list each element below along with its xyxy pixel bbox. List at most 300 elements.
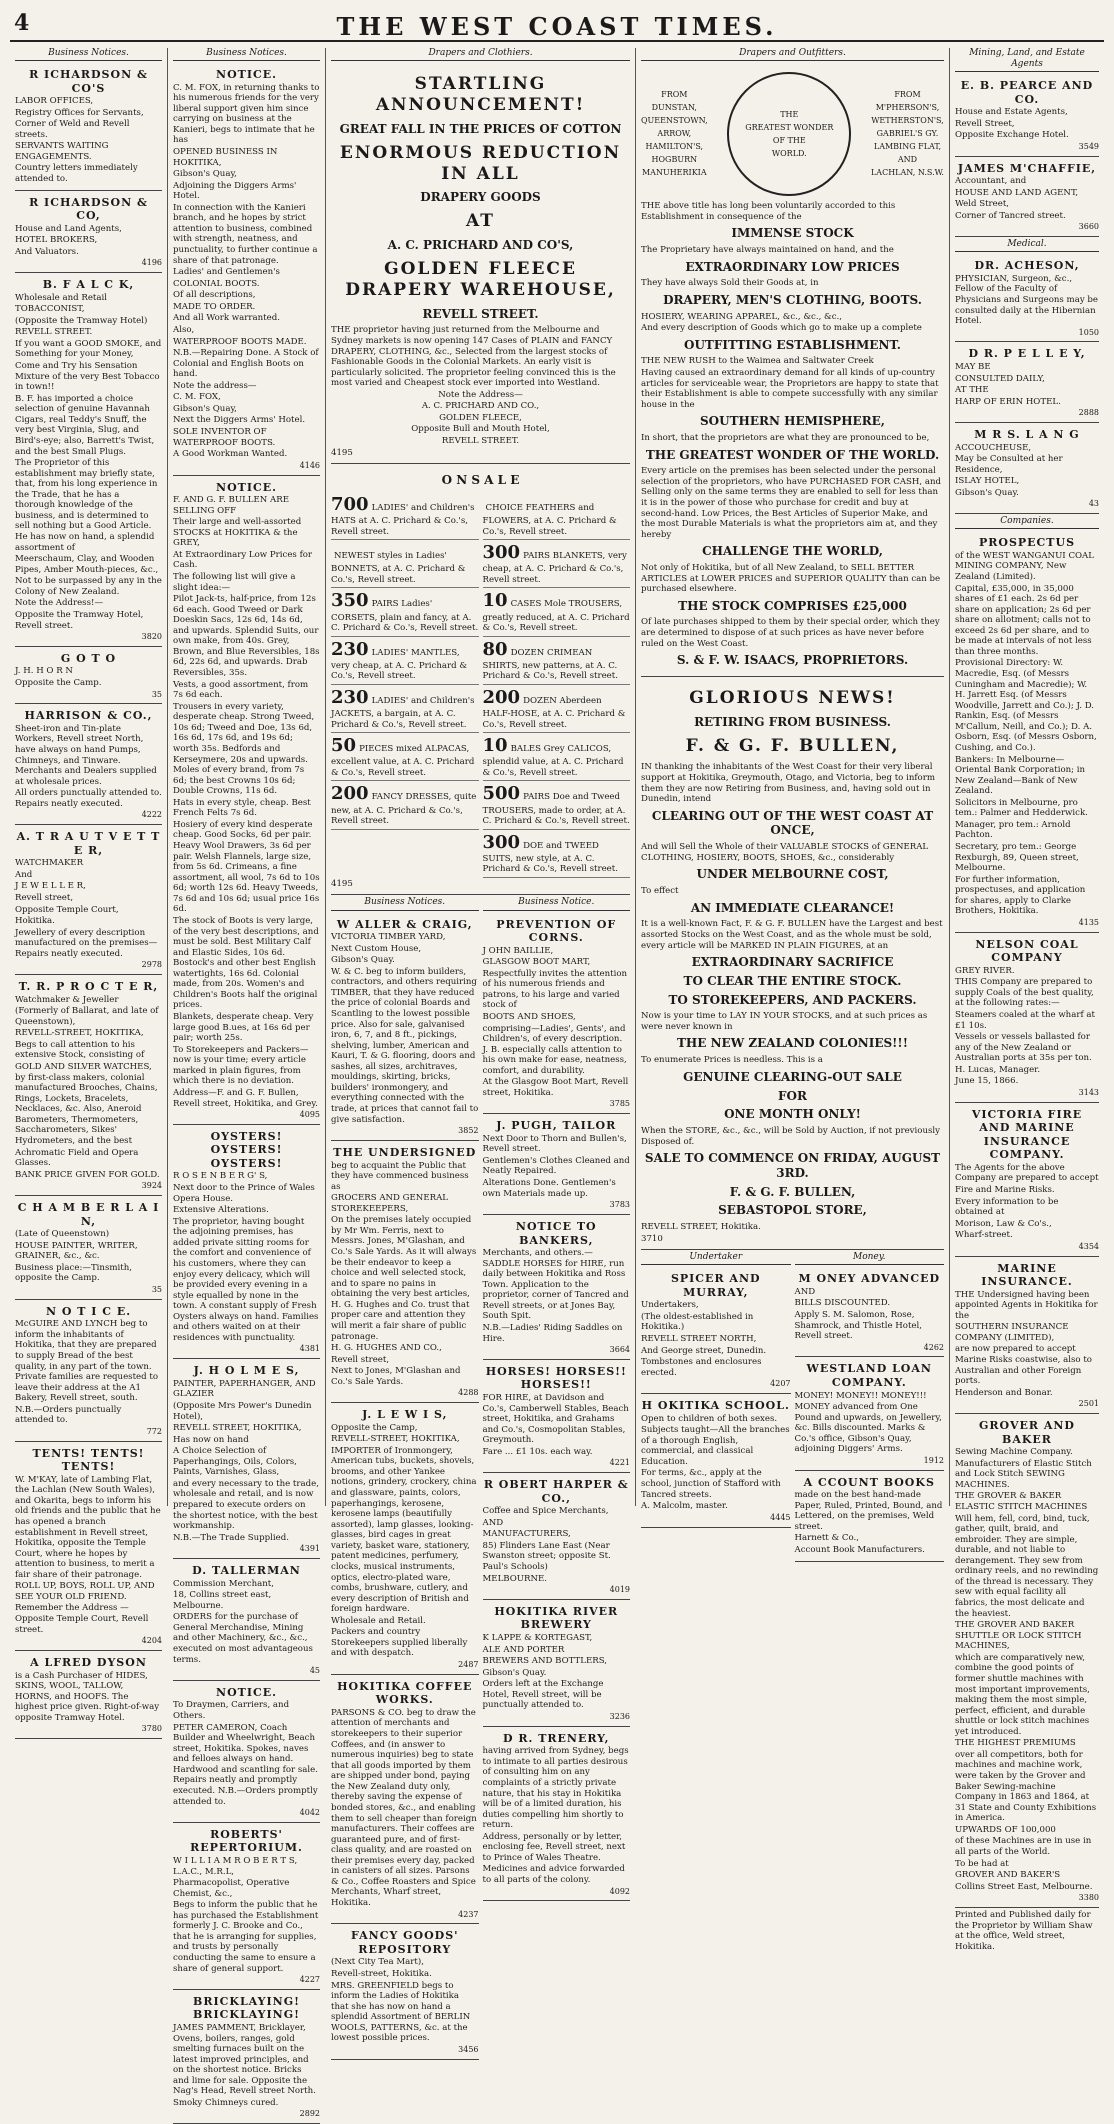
columns bbox=[10, 48, 1104, 2119]
advert-line: Hosiery of every kind desperate cheap. Good Socks, 6d per pair. Heavy Wool Drawers, 3s 6d per pair. Welsh Flannels, large size, from 5s 6d. Crimeans, a fine assortment, all wool, 7s 6d to 10s 6d; worth 12s 6d. Heavy Tweeds, 7s 6d and 10s 6d; usual price 16s 6d. bbox=[173, 819, 320, 915]
on-sale-split bbox=[331, 492, 630, 878]
advert-line: Packers and country Storekeepers supplied liberally and with despatch. bbox=[331, 1627, 468, 1659]
advert-list bbox=[15, 65, 162, 1739]
advert-line: Next the Diggers Arms' Hotel. bbox=[173, 415, 306, 426]
advert-line: (Next City Tea Mart), bbox=[331, 1957, 424, 1968]
advert-line: Revell Street, bbox=[955, 118, 1015, 129]
advert-number: 3143 bbox=[1078, 1087, 1099, 1097]
advert-line: PHYSICIAN, Surgeon, &c., Fellow of the Faculty of Physicians and Surgeons may be consulted daily at the Hibernian Hotel. bbox=[955, 273, 1098, 327]
advert-title: W ALLER & CRAIG, bbox=[336, 917, 473, 931]
undertaker-advert bbox=[641, 1269, 791, 1394]
advert-number: 35 bbox=[151, 689, 162, 699]
advert-number: 3236 bbox=[609, 1711, 630, 1721]
advert bbox=[795, 1359, 945, 1470]
advert-line: ALE AND PORTER bbox=[482, 1644, 565, 1655]
advert-line: Gibson's Quay. bbox=[955, 487, 1019, 498]
advert-line: The Proprietor of this establishment may briefly state, that, from his long experience in the Trade, that he has a thorough knowledge of the business, and is determined to sell nothing but a Good Article. He has now on hand, a splendid assortment of bbox=[15, 458, 158, 553]
advert-line: Steamers coaled at the wharf at £1 10s. bbox=[955, 1010, 1095, 1031]
advert-line: (The oldest-established in Hokitika.) bbox=[641, 1311, 754, 1333]
advert-title: D. TALLERMAN bbox=[192, 1564, 301, 1578]
advert-line: HOTEL BROKERS, bbox=[15, 235, 98, 246]
sale-text: PIECES mixed ALPACAS, excellent value, at A. C. Prichard & Co.'s, Revell street. bbox=[331, 744, 475, 778]
sale-text: PAIRS Doe and Tweed TROUSERS, made to order, at A. C. Prichard & Co.'s, Revell street. bbox=[482, 792, 630, 827]
sale-quantity: 230 bbox=[331, 686, 369, 708]
advert-line: Has now on hand bbox=[173, 1434, 249, 1445]
on-sale-heading: O N S A L E bbox=[441, 473, 520, 488]
advert-line: W. & C. beg to inform builders, contractors, and others requiring TIMBER, that they have reduced the price of colonial Boards and Scantling to the lowest possible price. Also for sale, galvanised iron, 6, 7, and 8 ft., pickings, shelving, lumber, American and Kauri, T. & G. flooring, doors and sashes, all sizes, architraves, mouldings, skirting, bricks, builders' ironmongery, and everything connected with the trade, at prices that cannot fail to give satisfaction. bbox=[331, 966, 479, 1125]
advert bbox=[795, 1269, 945, 1357]
advert-number: 3456 bbox=[458, 2044, 479, 2054]
bullen-body bbox=[641, 762, 944, 1232]
advert-line: The proprietor, having bought the adjoining premises, has added private sitting rooms for the comfort and convenience of his customers, where they can enjoy every delicacy, which will be provided every evening in a style equalled by none in the town. A constant supply of Fresh Oysters always on hand. Families and others waited on at their residences with punctuality. bbox=[173, 1216, 319, 1343]
undertaker-money-split bbox=[641, 1252, 944, 1563]
advert-line: HARP OF ERIN HOTEL. bbox=[955, 396, 1061, 407]
advert-line: Next to Jones, M'Glashan and Co.'s Sale Yards. bbox=[331, 1366, 461, 1387]
advert-title: VICTORIA FIRE AND MARINE INSURANCE COMPANY. bbox=[971, 1107, 1083, 1162]
advert-line: Manufacturers of Elastic Stitch and Lock Stitch SEWING MACHINES. bbox=[955, 1458, 1092, 1490]
advert bbox=[15, 827, 162, 975]
advert bbox=[483, 1475, 631, 1600]
section-heading: Business Notices. bbox=[15, 48, 162, 61]
wonder-circle bbox=[727, 72, 851, 196]
advert-title: DR. ACHESON, bbox=[974, 259, 1080, 273]
advert-line: GROCERS AND GENERAL STOREKEEPERS, bbox=[331, 1193, 448, 1214]
advert bbox=[483, 1729, 631, 1902]
advert-line: Country letters immediately attended to. bbox=[15, 163, 138, 185]
advert-line: Alterations Done. Gentlemen's own Materials made up. bbox=[482, 1178, 616, 1199]
advert-line: THE Undersigned having been appointed Agents in Hokitika for the bbox=[955, 1289, 1098, 1321]
advert bbox=[15, 1653, 162, 1739]
advert-title: BRICKLAYING! BRICKLAYING! bbox=[193, 1994, 300, 2022]
sale-item bbox=[483, 685, 631, 733]
advert-line: Achromatic Field and Opera Glasses. bbox=[15, 1147, 139, 1169]
advert-list bbox=[331, 915, 479, 2060]
advert-number: 2501 bbox=[1078, 1399, 1099, 1409]
advert-line: UPWARDS OF 100,000 bbox=[955, 1824, 1056, 1835]
advert-line: Gibson's Quay. bbox=[482, 1667, 547, 1678]
advert-line: N.B.—Ladies' Riding Saddles on Hire. bbox=[482, 1322, 623, 1344]
advert bbox=[331, 1926, 479, 2059]
text-line: Every article on the premises has been selected under the personal selection of the proprietors, who have PURCHASED FOR CASH, and Selling only on the same terms they are enabled to sell for less than it is in the power of those who purchase for credit and buy at second-hand. Low Prices, the Best Articles of Superior Make, and the most Durable Materials is what the proprietors aim at, and they hereby bbox=[641, 466, 942, 540]
text-line: IMMENSE STOCK bbox=[731, 226, 854, 241]
advert-number: 45 bbox=[309, 1666, 320, 1676]
advert-line: Next Custom House, bbox=[331, 943, 422, 954]
advert-line: MANUFACTURERS, bbox=[482, 1529, 571, 1540]
advert-number: 3380 bbox=[1078, 1893, 1099, 1903]
sale-quantity: 80 bbox=[482, 638, 508, 660]
advert-line: PAINTER, PAPERHANGER, AND GLAZIER bbox=[173, 1378, 316, 1400]
advert bbox=[955, 935, 1099, 1103]
text-line: THE bbox=[780, 109, 799, 119]
sale-quantity: 200 bbox=[482, 686, 521, 708]
sale-item bbox=[331, 781, 479, 829]
text-line: CLEARING OUT OF THE WEST COAST AT ONCE, bbox=[651, 808, 934, 838]
text-line: ENORMOUS REDUCTION IN ALL bbox=[339, 142, 622, 184]
sale-item bbox=[483, 540, 631, 588]
advert-title: J. H O L M E S, bbox=[193, 1364, 300, 1378]
advert-line: Orders left at the Exchange Hotel, Revell street, will be punctually attended to. bbox=[482, 1679, 604, 1711]
sale-quantity: 500 bbox=[482, 783, 521, 805]
advert-title: HORSES! HORSES!! HORSES!! bbox=[485, 1364, 627, 1392]
advert-line: WATERPROOF BOOTS MADE. bbox=[173, 336, 307, 347]
text-line: ONE MONTH ONLY! bbox=[724, 1107, 861, 1122]
sale-quantity: 300 bbox=[482, 831, 521, 853]
advert-line: Weld Street, bbox=[955, 199, 1010, 210]
advert-line: Sewing Machine Company. bbox=[955, 1447, 1073, 1458]
text-line: Now is your time to LAY IN YOUR STOCKS, and at such prices as were never known in bbox=[641, 1011, 928, 1032]
advert-line: May be Consulted at her Residence, bbox=[955, 454, 1063, 475]
text-line: REVELL STREET, Hokitika. bbox=[641, 1222, 761, 1233]
text-line: QUEENSTOWN, bbox=[641, 116, 708, 126]
sale-item bbox=[331, 540, 479, 588]
advert-line: THE GROVER AND BAKER SHUTTLE OR LOCK STITCH MACHINES, bbox=[955, 1620, 1082, 1652]
advert-line: H. G. HUGHES AND CO., bbox=[331, 1343, 442, 1354]
advert-line: Watchmaker & Jeweller bbox=[15, 994, 119, 1005]
sale-quantity: 200 bbox=[331, 783, 369, 805]
text-line: TO STOREKEEPERS, AND PACKERS. bbox=[668, 992, 917, 1007]
text-line: In short, that the proprietors are what they are pronounced to be, bbox=[641, 433, 930, 443]
advert-title: A LFRED DYSON bbox=[30, 1656, 147, 1669]
advert-line: Address, personally or by letter, enclosing fee, Revell street, next to Prince of Wales Theatre. bbox=[482, 1831, 626, 1863]
advert-number: 4135 bbox=[1078, 917, 1099, 927]
advert-title: H OKITIKA SCHOOL. bbox=[641, 1399, 790, 1413]
advert-line: Registry Offices for Servants, bbox=[15, 107, 144, 118]
wonder-circle-text bbox=[745, 108, 833, 161]
advert bbox=[15, 649, 162, 704]
advert-number: 43 bbox=[1088, 499, 1099, 509]
advert bbox=[955, 344, 1099, 423]
advert-line: Note the address— bbox=[173, 380, 257, 391]
text-line: FROM bbox=[894, 90, 921, 100]
advert-title: E. B. PEARCE AND CO. bbox=[960, 79, 1094, 106]
sale-item bbox=[483, 492, 631, 540]
advert-line: Not to be surpassed by any in the Colony of New Zealand. bbox=[15, 576, 162, 597]
advert-list bbox=[483, 915, 631, 1902]
text-line: GREATEST WONDER bbox=[745, 122, 834, 132]
text-line: They have always Sold their Goods at, in bbox=[641, 278, 819, 289]
advert-line: Revell street, bbox=[331, 1354, 390, 1365]
advert-number: 4095 bbox=[299, 1110, 320, 1120]
text-line: To enumerate Prices is needless. This is a bbox=[641, 1055, 823, 1066]
advert-line: Revell street, bbox=[15, 892, 74, 903]
advert-line: Opposite Temple Court, bbox=[15, 904, 119, 915]
lower-split bbox=[331, 897, 630, 2061]
advert-line: CONSULTED DAILY, bbox=[955, 373, 1045, 384]
advert-line: comprising—Ladies', Gents', and Children's, of every description. J. B. especially calls attention to his own make for ease, neatness, comfort, and durability. bbox=[482, 1023, 627, 1076]
advert-line: Subjects taught—All the branches of a thorough English, commercial, and classical Education. bbox=[641, 1425, 790, 1467]
advert-line: BANK PRICE GIVEN FOR GOLD. bbox=[15, 1169, 160, 1180]
advert-line: Note the Address!— bbox=[15, 598, 104, 609]
advert-number: 4146 bbox=[299, 460, 320, 470]
advert-number: 4262 bbox=[923, 1342, 944, 1352]
advert-line: Jewellery of every description manufactured on the premises—Repairs neatly executed. bbox=[15, 927, 158, 959]
section-heading: Business Notice. bbox=[483, 897, 631, 910]
advert-line: A Choice Selection of Paperhangings, Oils, Colors, Paints, Varnishes, Glass, bbox=[173, 1446, 297, 1478]
advert-number: 4391 bbox=[299, 1544, 320, 1554]
advert-line: PETER CAMERON, Coach Builder and Wheelwright, Beach street, Hokitika. Spokes, naves and felloes always on hand. Hardwood and scantling for sale. Repairs neatly and promptly executed. N.B.—Orders promptly attended to. bbox=[173, 1722, 318, 1807]
advert-line: (Late of Queenstown) bbox=[15, 1229, 110, 1240]
text-line: CHALLENGE THE WORLD, bbox=[702, 544, 883, 559]
advert bbox=[173, 1825, 320, 1990]
advert bbox=[331, 1143, 479, 1403]
advert bbox=[955, 159, 1099, 238]
text-line: TO CLEAR THE ENTIRE STOCK. bbox=[683, 973, 902, 988]
advert-line: Business place:—Tinsmith, opposite the Camp. bbox=[15, 1262, 132, 1284]
advert bbox=[955, 76, 1099, 157]
bullen-advert bbox=[641, 679, 944, 1250]
advert bbox=[15, 1302, 162, 1442]
advert-line: Undertakers, bbox=[641, 1300, 699, 1311]
advert-line: MRS. GREENFIELD begs to inform the Ladies of Hokitika that she has now on hand a splendid Assortment of BERLIN WOOLS, PATTERNS, &c. at the lowest possible prices. bbox=[331, 1980, 471, 2044]
text-line: GOLDEN FLEECE, bbox=[439, 412, 522, 423]
advert bbox=[955, 256, 1099, 342]
advert-title: GROVER AND BAKER bbox=[979, 1419, 1075, 1446]
text-line: LAMBING FLAT, bbox=[873, 142, 942, 152]
advert-line: GREY RIVER. bbox=[955, 965, 1015, 976]
text-line: GREAT FALL IN THE PRICES OF COTTON bbox=[339, 121, 622, 136]
advert-line: Medicines and advice forwarded to all parts of the colony. bbox=[482, 1864, 625, 1885]
advert-line: The stock of Boots is very large, of the very best descriptions, and must be sold. Best Military Calf and Elastic Sides, 10s 6d. Bostock's and other best English watertights, 16s 6d. Colonial made, from 20s. Women's and Children's Boots half the original prices. bbox=[173, 915, 319, 1011]
advert-title: R ICHARDSON & CO'S bbox=[29, 68, 148, 95]
advert-line: Revell-street, Hokitika. bbox=[331, 1969, 432, 1980]
advert-line: C. M. FOX, bbox=[173, 392, 221, 403]
advert-title: T. R. P R O C T E R, bbox=[18, 980, 159, 994]
advert-number: 2892 bbox=[299, 2109, 320, 2119]
advert-line: House and Estate Agents, bbox=[955, 107, 1068, 118]
isaacs-advert bbox=[641, 65, 944, 677]
advert-title: D R. TRENERY, bbox=[503, 1731, 610, 1745]
advert-title: NOTICE. bbox=[216, 68, 277, 82]
text-line: The Proprietary have always maintained on hand, and the bbox=[641, 244, 894, 255]
advert-number: 4237 bbox=[458, 1909, 479, 1919]
advert-number: 4204 bbox=[141, 1636, 162, 1646]
text-line: RETIRING FROM BUSINESS. bbox=[694, 714, 891, 729]
advert-line: B. F. has imported a choice selection of genuine Havannah Cigars, real Teddy's Snuff, the very best Virginia, Slug, and Bird's-eye; also, Barrett's Twist, and the best Small Plugs. bbox=[15, 393, 155, 457]
advert-number: 4222 bbox=[141, 810, 162, 820]
advert-title: C H A M B E R L A I N, bbox=[17, 1201, 160, 1228]
advert-number: 4381 bbox=[299, 1344, 320, 1354]
advert-line: Gibson's Quay, bbox=[173, 403, 237, 414]
advert bbox=[641, 1269, 791, 1394]
advert-line: And bbox=[15, 869, 33, 880]
advert-line: of the WEST WANGANUI COAL MINING COMPANY, New Zealand (Limited). bbox=[955, 550, 1094, 582]
banner-address bbox=[331, 390, 630, 447]
advert-line: COLONIAL BOOTS. bbox=[173, 278, 260, 289]
advert-line: McGUIRE AND LYNCH beg to inform the inhabitants of Hokitika, that they are prepared to supply Bread of the best quality, in any part of the town. Private families are requested to leave their address at the A1 Bakery, Revell street, south. bbox=[15, 1319, 158, 1404]
advert-line: C. M. FOX, in returning thanks to his numerous friends for the very liberal support given him since carrying on business at the Kanieri, begs to intimate that he has bbox=[173, 82, 320, 146]
advert-line: R O S E N B E R G' S, bbox=[173, 1171, 268, 1182]
text-line: A. C. PRICHARD AND CO'S, bbox=[387, 238, 574, 253]
advert-line: Begs to call attention to his extensive Stock, consisting of bbox=[15, 1039, 145, 1061]
text-line: HOSIERY, WEARING APPAREL, &c., &c., &c., bbox=[641, 311, 842, 322]
sale-text: FANCY DRESSES, quite new, at A. C. Prichard & Co.'s, Revell street. bbox=[331, 792, 477, 827]
text-line: Opposite Bull and Mouth Hotel, bbox=[411, 424, 550, 435]
advert-number: 4354 bbox=[1078, 1241, 1099, 1251]
advert bbox=[483, 1602, 631, 1727]
advert-number: 3549 bbox=[1078, 141, 1099, 151]
advert-line: Corner of Weld and Revell streets. bbox=[15, 119, 130, 140]
text-line: EXTRAORDINARY LOW PRICES bbox=[685, 259, 900, 274]
advert-line: ROLL UP, BOYS, ROLL UP, AND SEE YOUR OLD FRIEND. bbox=[15, 1581, 155, 1602]
advert-line: The Agents for the above Company are prepared to accept bbox=[955, 1162, 1099, 1184]
isaacs-body bbox=[641, 201, 944, 668]
advert-line: 18, Collins street east, Melbourne. bbox=[173, 1590, 272, 1611]
advert-line: The following list will give a slight idea:— bbox=[173, 571, 296, 593]
advert-line: Vessels or vessels ballasted for any of the New Zealand or Australian ports at 35s per ton. bbox=[955, 1032, 1092, 1064]
money-column bbox=[795, 1252, 945, 1563]
advert-title: G O T O bbox=[60, 651, 117, 665]
advert-line: made on the best hand-made Paper, Ruled, Printed, Bound, and Lettered, on the premises, Weld street. bbox=[794, 1490, 943, 1532]
advert bbox=[483, 1116, 631, 1215]
sale-item bbox=[331, 588, 479, 636]
advert-number: 4227 bbox=[299, 1975, 320, 1985]
advert-line: Vests, a good assortment, from 7s 6d each. bbox=[173, 679, 309, 701]
text-line: A. C. PRICHARD AND CO., bbox=[421, 401, 540, 412]
advert-title: NELSON COAL COMPANY bbox=[975, 937, 1079, 965]
text-line: REVELL STREET. bbox=[441, 436, 520, 447]
advert-line: SERVANTS WAITING ENGAGEMENTS. bbox=[15, 141, 109, 162]
masthead bbox=[10, 6, 1104, 42]
advert-title: HOKITIKA COFFEE WORKS. bbox=[337, 1679, 473, 1707]
advert-number: 3783 bbox=[609, 1200, 630, 1210]
advert-title: A CCOUNT BOOKS bbox=[803, 1475, 935, 1489]
section-heading: Mining, Land, and Estate Agents bbox=[955, 48, 1099, 72]
text-line: THE GREATEST WONDER OF THE WORLD. bbox=[645, 447, 940, 462]
advert-line: ORDERS for the purchase of General Merchandise, Mining and other Machinery, &c., &c., executed on most advantageous terms. bbox=[173, 1612, 313, 1665]
advert-line: J OHN BAILLIE, bbox=[482, 945, 554, 956]
sale-list-right bbox=[483, 492, 631, 878]
sale-text: PAIRS Ladies' CORSETS, plain and fancy, at A. C. Prichard & Co.'s, Revell street. bbox=[331, 599, 479, 634]
advert-title: NOTICE TO BANKERS, bbox=[515, 1219, 597, 1247]
sale-item bbox=[483, 588, 631, 636]
advert-line: FOR HIRE, at Davidson and Co.'s, Camberwell Stables, Beach street, Hokitika, and Grahams and Co.'s, Cosmopolitan Stables, Greymouth. bbox=[482, 1392, 629, 1446]
advert bbox=[15, 275, 162, 647]
advert bbox=[641, 1396, 791, 1527]
advert-number: 3780 bbox=[141, 1724, 162, 1734]
advert-number: 4445 bbox=[770, 1512, 791, 1522]
advert-title: B. F A L C K, bbox=[42, 278, 135, 292]
text-line: STARTLING ANNOUNCEMENT! bbox=[375, 74, 586, 115]
advert-title: TENTS! TENTS! TENTS! bbox=[32, 1446, 145, 1474]
page-number: 4 bbox=[14, 10, 30, 36]
text-line: THE STOCK COMPRISES £25,000 bbox=[678, 598, 907, 613]
advert-line: ACCOUCHEUSE, bbox=[955, 442, 1032, 453]
sale-text: CHOICE FEATHERS and FLOWERS, at A. C. Prichard & Co.'s, Revell street. bbox=[482, 502, 617, 537]
advert-line: W I L L I A M R O B E R T S, L.A.C., M.R.L, bbox=[173, 1855, 298, 1877]
sale-text: DOE and TWEED SUITS, new style, at A. C. Prichard & Co.'s, Revell street. bbox=[482, 840, 618, 875]
advert bbox=[483, 1217, 631, 1360]
advert-line: (Opposite Mrs Power's Dunedin Hotel), bbox=[173, 1400, 312, 1422]
advert-line: IMPORTER of Ironmongery, American tubs, buckets, shovels, brooms, and other Yankee notions, grindery, crockery, china and glassware, paints, colors, paperhangings, kerosene, kerosene lamps (beautifully assorted), lamp glasses, looking-glasses, bird cages in great variety, basket ware, stationery, patent medicines, perfumery, clocks, musical instruments, optics, electro-plated ware, combs, brushware, cutlery, and every description of British and foreign hardware. bbox=[331, 1445, 477, 1615]
advert-line: are now prepared to accept Marine Risks coastwise, also to Australian and other Foreign ports. bbox=[955, 1344, 1092, 1387]
text-line: SALE TO COMMENCE ON FRIDAY, AUGUST 3RD. bbox=[644, 1151, 941, 1180]
advert-line: Open to children of both sexes. bbox=[641, 1413, 778, 1424]
lower-right bbox=[483, 897, 631, 2061]
advert-line: Begs to inform the public that he has purchased the Establishment formerly J. C. Brooke and Co., that he is arranging for supplies, and trusts by personally conducting the same to ensure a share of general support. bbox=[173, 1900, 319, 1974]
advert-line: WATCHMAKER bbox=[15, 858, 84, 869]
undertaker-column bbox=[641, 1252, 791, 1563]
advert-line: Smoky Chimneys cured. bbox=[173, 2097, 279, 2108]
text-line: When the STORE, &c., &c., will be Sold by Auction, if not previously Disposed of. bbox=[641, 1126, 940, 1147]
advert-line: REVELL-STREET, HOKITIKA, bbox=[15, 1028, 144, 1039]
prichard-banner-advert bbox=[331, 65, 630, 464]
advert-line: BOOTS AND SHOES, bbox=[482, 1011, 576, 1022]
advert-number: 4288 bbox=[458, 1388, 479, 1398]
advert-line: (Formerly of Ballarat, and late of Queenstown), bbox=[15, 1006, 159, 1027]
advert bbox=[15, 193, 162, 274]
advert-line: Also, bbox=[173, 324, 195, 335]
advert-line: Will hem, fell, cord, bind, tuck, gather, quilt, braid, and embroider. They are simple, durable, and not liable to derangement. They sew from ordinary reels, and no rewinding of the thread is necessary. They sew with equal facility all fabrics, the most delicate and the heaviest. bbox=[955, 1513, 1099, 1619]
advert-line: MONEY! MONEY!! MONEY!!! bbox=[794, 1390, 927, 1401]
advert-line: Morison, Law & Co's., bbox=[955, 1218, 1052, 1229]
text-line: SOUTHERN HEMISPHERE, bbox=[700, 414, 885, 429]
column-5 bbox=[950, 48, 1104, 1952]
text-line: EXTRAORDINARY SACRIFICE bbox=[691, 955, 894, 970]
text-line: Note the Address— bbox=[438, 389, 523, 400]
text-line: HAMILTON'S, bbox=[645, 142, 704, 152]
advert-list bbox=[955, 256, 1099, 514]
advert-line: Coffee and Spice Merchants, bbox=[482, 1506, 609, 1517]
advert-line: Their large and well-assorted STOCKS at HOKITIKA & the GREY, bbox=[173, 517, 302, 549]
advert-title: WESTLAND LOAN COMPANY. bbox=[806, 1362, 932, 1389]
text-line: THE NEW ZEALAND COLONIES!!! bbox=[677, 1036, 908, 1051]
from-places bbox=[641, 88, 708, 180]
advert-title: THE UNDERSIGNED bbox=[333, 1146, 477, 1159]
advert-line: At Extraordinary Low Prices for Cash. bbox=[173, 549, 313, 571]
advert-line: HOUSE PAINTER, WRITER, GRAINER, &c., &c. bbox=[15, 1240, 138, 1262]
sale-item bbox=[331, 637, 479, 685]
text-line: LACHLAN, N.S.W. bbox=[870, 168, 944, 178]
advert-title: JAMES M'CHAFFIE, bbox=[957, 161, 1097, 175]
text-line: FOR bbox=[778, 1088, 807, 1103]
advert bbox=[483, 1362, 631, 1473]
advert-line: On the premises lately occupied by Mr Wm. Ferris, next to Messrs. Jones, M'Glashan, and Co.'s Sale Yards. As it will always be their endeavor to keep a choice and well selected stock, and to spare no pains in obtaining the very best articles, H. G. Hughes and Co. trust that proper care and attention they will merit a fair share of public patronage. bbox=[331, 1215, 477, 1342]
advert-number: 2487 bbox=[458, 1660, 479, 1670]
advert-line: Provisional Directory: W. Macredie, Esq. (of Messrs Cuningham and Macredie); W. H. Jarrett Esq. (of Messrs Woodville, Jarrett and Co.); J. D. Rankin, Esq. (of Messrs M'Callum, Neill, and Co.); D. A. Osborn, Esq. (of Messrs Osborn, Cushing, and Co.). bbox=[955, 658, 1097, 753]
advert-line: Next door to the Prince of Wales Opera House. bbox=[173, 1183, 315, 1204]
advert-line: Opposite Exchange Hotel. bbox=[955, 130, 1069, 141]
text-line: AT bbox=[466, 211, 495, 232]
advert-number: 4196 bbox=[141, 258, 162, 268]
advert-line: W. M'KAY, late of Lambing Flat, the Lachlan (New South Wales), and Okarita, begs to inform his old friends and the public that he has opened a branch establishment in Revell street, Hokitika, opposite the Temple Court, where he hopes by attention to business, to merit a fair share of their patronage. bbox=[15, 1474, 161, 1580]
advert-line: AT THE bbox=[955, 385, 989, 396]
text-line: S. & F. W. ISAACS, PROPRIETORS. bbox=[676, 653, 909, 668]
advert-line: AND bbox=[482, 1517, 504, 1528]
advert bbox=[955, 1259, 1099, 1414]
advert-number: 4195 bbox=[331, 447, 353, 458]
text-line: OUTFITTING ESTABLISHMENT. bbox=[684, 337, 901, 352]
advert-line: Apply S. M. Salomon, Rose, Shamrock, and Thistle Hotel, Revell street. bbox=[794, 1309, 922, 1342]
lower-left bbox=[331, 897, 479, 2061]
advert-line: Address—F. and G. F. Bullen, Revell street, Hokitika, and Grey. bbox=[173, 1087, 318, 1109]
advert-line: F. AND G. F. BULLEN ARE SELLING OFF bbox=[173, 495, 289, 516]
advert-line: Every information to be obtained at bbox=[955, 1196, 1059, 1218]
banner-lines bbox=[331, 74, 630, 321]
on-sale-advert bbox=[331, 466, 630, 895]
text-line: It is a well-known Fact, F. & G. F. BULLEN have the Largest and best assorted Stocks on the West Coast, and as the whole must be sold, every article will be MARKED IN PLAIN FIGURES, at an bbox=[641, 919, 943, 951]
advert-line: J E W E L L E R, bbox=[15, 881, 86, 892]
advert-line: GLASGOW BOOT MART, bbox=[482, 957, 591, 968]
advert-line: BILLS DISCOUNTED. bbox=[794, 1298, 891, 1309]
sale-text: LADIES' and Children's JACKETS, a bargain, at A. C. Prichard & Co.'s, Revell street. bbox=[331, 695, 475, 730]
advert-line: VICTORIA TIMBER YARD, bbox=[331, 932, 446, 943]
advert-line: In connection with the Kanieri branch, and he hopes by strict attention to business, combined with strength, neatness, and punctuality, to further continue a share of that patronage. bbox=[173, 202, 318, 266]
advert-line: beg to acquaint the Public that they have commenced business as bbox=[331, 1160, 469, 1192]
advert-line: Harnett & Co., bbox=[794, 1533, 859, 1544]
sale-quantity: 350 bbox=[331, 590, 369, 612]
advert-line: of these Machines are in use in all parts of the World. bbox=[955, 1836, 1092, 1857]
advert-line: A. Malcolm, master. bbox=[641, 1501, 728, 1512]
